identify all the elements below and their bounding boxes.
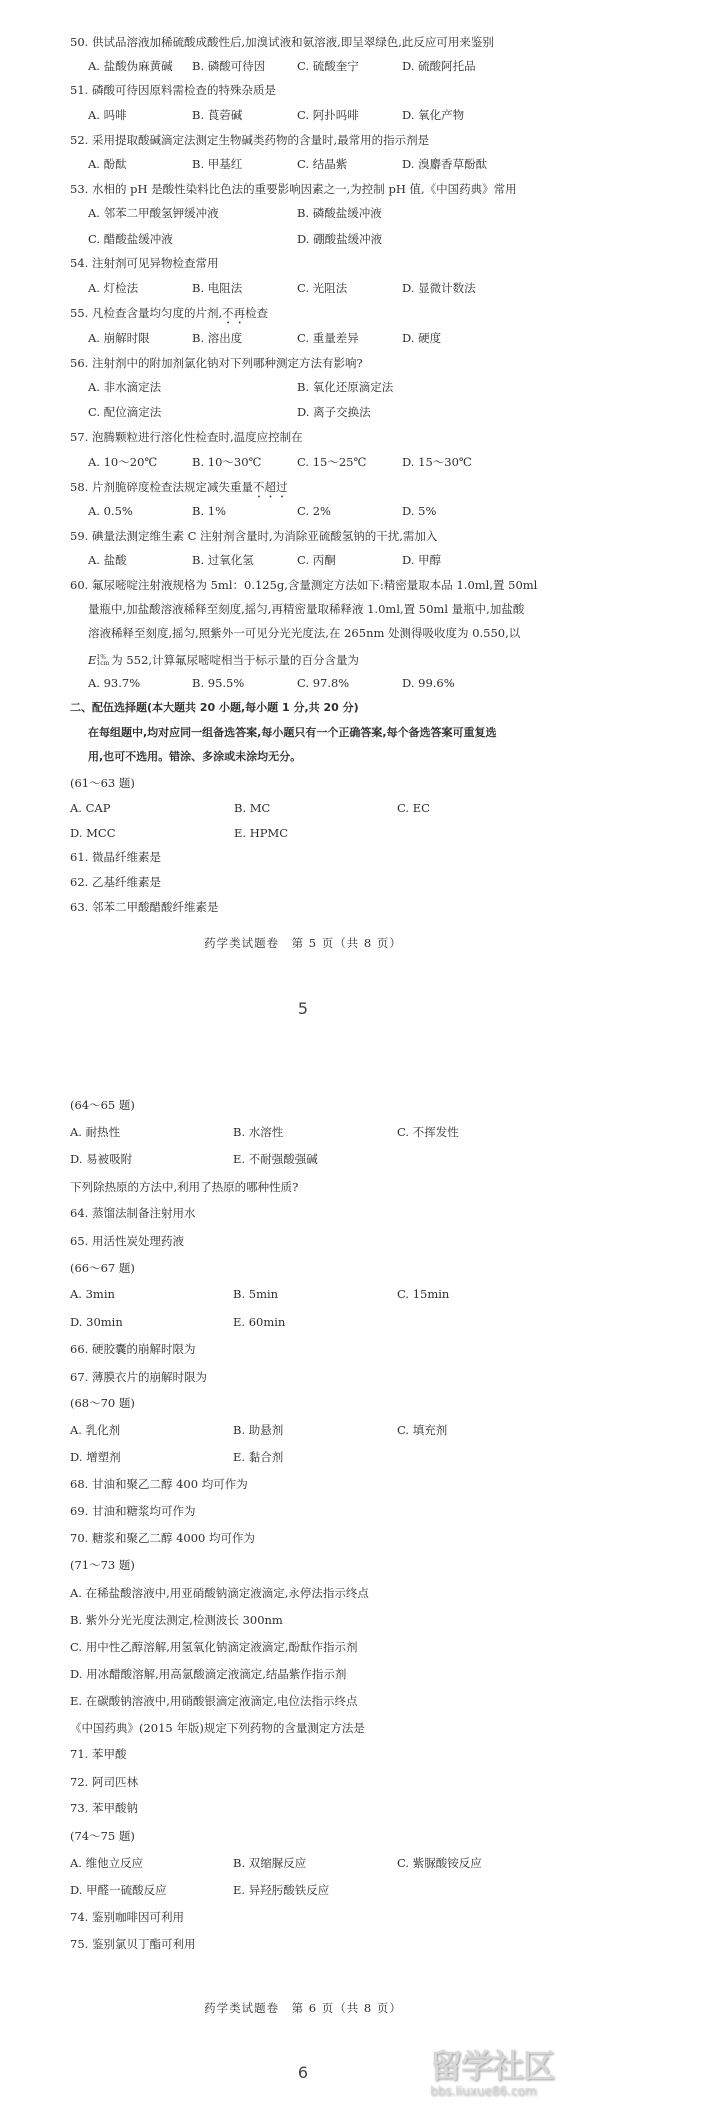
question-item: 74. 鉴别咖啡因可利用 [70,1910,184,1924]
question-item: 68. 甘油和聚乙二醇 400 均可作为 [70,1477,248,1491]
option-c: C. 填充剂 [397,1423,448,1437]
option-d: D. 甲醛一硫酸反应 [70,1883,167,1897]
section-instructions: 在每组题中,均对应同一组备选答案,每小题只有一个正确答案,每个备选答案可重复选 [88,726,497,739]
option-d: D. 易被吸附 [70,1152,133,1166]
stem-text: 58. 片剂脆碎度检查法规定减失重量 [70,480,253,494]
option-a: A. 0.5% [88,504,133,518]
question-stem: 59. 碘量法测定维生素 C 注射剂含量时,为消除亚硫酸氢钠的干扰,需加入 [70,529,438,543]
option-a: A. 93.7% [88,676,141,690]
page-footer: 药学类试题卷 第 5 页（共 8 页） [204,936,402,950]
option-d: D. 硫酸阿托品 [402,59,476,73]
option-b: B. 过氧化氢 [192,553,254,567]
option-c: C. 用中性乙醇溶解,用氢氧化钠滴定液滴定,酚酞作指示剂 [70,1640,358,1654]
watermark-url: bbs.liuxue86.com [430,2084,537,2098]
option-d: D. 氧化产物 [402,108,465,122]
absorption-coefficient-scripts [96,655,109,667]
option-a: A. 灯检法 [88,281,139,295]
option-a: A. 在稀盐酸溶液中,用亚硝酸钠滴定液滴定,永停法指示终点 [70,1586,369,1600]
option-d: D. 硬度 [402,331,442,345]
question-stem: 56. 注射剂中的附加剂氯化钠对下列哪种测定方法有影响? [70,356,363,370]
option-d: D. 硼酸盐缓冲液 [297,232,383,246]
option-e: E. 黏合剂 [233,1450,284,1464]
stem-text: 检查 [245,306,269,320]
option-b: B. 双缩脲反应 [233,1856,307,1870]
option-a: A. 酚酞 [88,157,127,171]
option-b: B. 紫外分光光度法测定,检测波长 300nm [70,1613,283,1627]
option-c: C. 97.8% [297,676,350,690]
option-c: C. 重量差异 [297,331,359,345]
group-range: (64～65 题) [70,1098,135,1112]
option-e: E. 60min [233,1315,286,1329]
option-a: A. 维他立反应 [70,1856,144,1870]
option-b: B. 1% [192,504,227,518]
option-c: C. 15～25℃ [297,455,367,469]
question-item: 65. 用活性炭处理药液 [70,1234,184,1248]
option-c: C. 阿扑吗啡 [297,108,359,122]
stem-text: 为 552,计算氟尿嘧啶相当于标示量的百分含量为 [111,653,360,667]
option-b: B. 溶出度 [192,331,243,345]
option-e: E. 异羟肟酸铁反应 [233,1883,330,1897]
question-stem-line: 溶液稀释至刻度,摇匀,照紫外一可见分光光度法,在 265nm 处测得吸收度为 0.550,以 [88,626,521,640]
group-range: (74～75 题) [70,1829,135,1843]
option-b: B. 磷酸盐缓冲液 [297,206,382,220]
option-d: D. 5% [402,504,437,518]
option-b: B. 莨菪碱 [192,108,243,122]
page-number: 5 [297,999,309,1018]
stem-text: 55. 凡检查含量均匀度的片剂, [70,306,223,320]
question-item: 75. 鉴别氯贝丁酯可利用 [70,1937,196,1951]
question-item: 61. 微晶纤维素是 [70,850,161,864]
option-c: C. 光阻法 [297,281,348,295]
option-b: B. 氧化还原滴定法 [297,380,394,394]
option-e: E. 不耐强酸强碱 [233,1152,318,1166]
emphasized-text: 不再 [222,306,246,320]
option-d: D. 增塑剂 [70,1450,121,1464]
option-c: C. 醋酸盐缓冲液 [88,232,173,246]
option-c: C. 结晶紫 [297,157,348,171]
question-stem-line: 量瓶中,加盐酸溶液稀释至刻度,摇匀,再精密量取稀释液 1.0ml,置 50ml 量瓶中,加盐酸 [88,602,525,616]
superscript: 1% [96,654,106,661]
watermark-title: 留学社区 [430,2047,555,2085]
question-item: 69. 甘油和糖浆均可作为 [70,1504,196,1518]
option-c: C. EC [397,801,430,815]
option-c: C. 丙酮 [297,553,336,567]
option-b: B. 10～30℃ [192,455,262,469]
option-d: D. 溴麝香草酚酞 [402,157,488,171]
question-stem-line: 60. 氟尿嘧啶注射液规格为 5ml：0.125g,含量测定方法如下:精密量取本品 1.0ml,置 50ml [70,578,538,592]
emphasized-text: 不超过 [252,480,288,494]
group-range: (66～67 题) [70,1261,135,1275]
option-d: D. MCC [70,826,116,840]
question-item: 62. 乙基纤维素是 [70,875,161,889]
option-b: B. 5min [233,1287,279,1301]
option-a: A. 盐酸 [88,553,127,567]
option-d: D. 显微计数法 [402,281,476,295]
option-a: A. 盐酸伪麻黄碱 [88,59,173,73]
option-b: B. 助悬剂 [233,1423,284,1437]
question-stem: 50. 供试品溶液加稀硫酸成酸性后,加溴试液和氨溶液,即呈翠绿色,此反应可用来鉴别 [70,35,494,49]
question-item: 66. 硬胶囊的崩解时限为 [70,1342,196,1356]
option-a: A. 3min [70,1287,115,1301]
option-a: A. 吗啡 [88,108,127,122]
watermark-logo [430,2048,555,2108]
group-range: (61～63 题) [70,776,135,790]
option-b: B. 95.5% [192,676,245,690]
subscript: 1cm [96,660,110,667]
option-d: D. 15～30℃ [402,455,472,469]
question-item: 71. 苯甲酸 [70,1747,127,1761]
question-stem [70,479,287,501]
page-footer: 药学类试题卷 第 6 页（共 8 页） [204,2001,402,2015]
option-e: E. HPMC [234,826,289,840]
option-b: B. 水溶性 [233,1125,284,1139]
group-range: (71～73 题) [70,1558,135,1572]
option-b: B. 电阻法 [192,281,243,295]
question-item: 63. 邻苯二甲酸醋酸纤维素是 [70,900,219,914]
question-item: 72. 阿司匹林 [70,1775,138,1789]
question-stem: 52. 采用提取酸碱滴定法测定生物碱类药物的含量时,最常用的指示剂是 [70,133,430,147]
option-a: A. 耐热性 [70,1125,121,1139]
section-instructions: 用,也可不选用。错涂、多涂或未涂均无分。 [88,750,302,763]
group-stem: 《中国药典》(2015 年版)规定下列药物的含量测定方法是 [70,1721,365,1735]
option-a: A. 邻苯二甲酸氢钾缓冲液 [88,206,219,220]
question-item: 67. 薄膜衣片的崩解时限为 [70,1370,207,1384]
group-stem: 下列除热原的方法中,利用了热原的哪种性质? [70,1180,299,1194]
question-stem: 54. 注射剂可见异物检查常用 [70,256,219,270]
option-c: C. 2% [297,504,331,518]
option-d: D. 甲醇 [402,553,442,567]
absorption-coefficient-symbol: E [88,653,97,667]
question-stem [70,305,268,327]
page-number: 6 [297,2063,309,2082]
question-stem: 51. 磷酸可待因原料需检查的特殊杂质是 [70,83,276,97]
option-a: A. 非水滴定法 [88,380,162,394]
option-c: C. 不挥发性 [397,1125,459,1139]
option-c: C. 配位滴定法 [88,405,162,419]
option-d: D. 离子交换法 [297,405,371,419]
option-e: E. 在碳酸钠溶液中,用硝酸银滴定液滴定,电位法指示终点 [70,1694,358,1708]
question-stem-line [88,652,359,668]
option-d: D. 30min [70,1315,123,1329]
option-c: C. 硫酸奎宁 [297,59,359,73]
option-c: C. 15min [397,1287,450,1301]
option-a: A. CAP [70,801,111,815]
option-a: A. 10～20℃ [88,455,158,469]
option-a: A. 崩解时限 [88,331,150,345]
group-range: (68～70 题) [70,1396,135,1410]
question-item: 73. 苯甲酸钠 [70,1801,138,1815]
question-item: 64. 蒸馏法制备注射用水 [70,1206,196,1220]
option-c: C. 紫脲酸铵反应 [397,1856,482,1870]
question-item: 70. 糖浆和聚乙二醇 4000 均可作为 [70,1531,256,1545]
option-b: B. MC [234,801,271,815]
question-stem: 57. 泡腾颗粒进行溶化性检查时,温度应控制在 [70,430,303,444]
option-a: A. 乳化剂 [70,1423,121,1437]
question-stem: 53. 水相的 pH 是酸性染料比色法的重要影响因素之一,为控制 pH 值,《中国药典》常用 [70,182,517,196]
option-d: D. 99.6% [402,676,455,690]
option-b: B. 甲基红 [192,157,243,171]
option-b: B. 磷酸可待因 [192,59,266,73]
section-heading: 二、配伍选择题(本大题共 20 小题,每小题 1 分,共 20 分) [70,701,359,714]
option-d: D. 用冰醋酸溶解,用高氯酸滴定液滴定,结晶紫作指示剂 [70,1667,347,1681]
